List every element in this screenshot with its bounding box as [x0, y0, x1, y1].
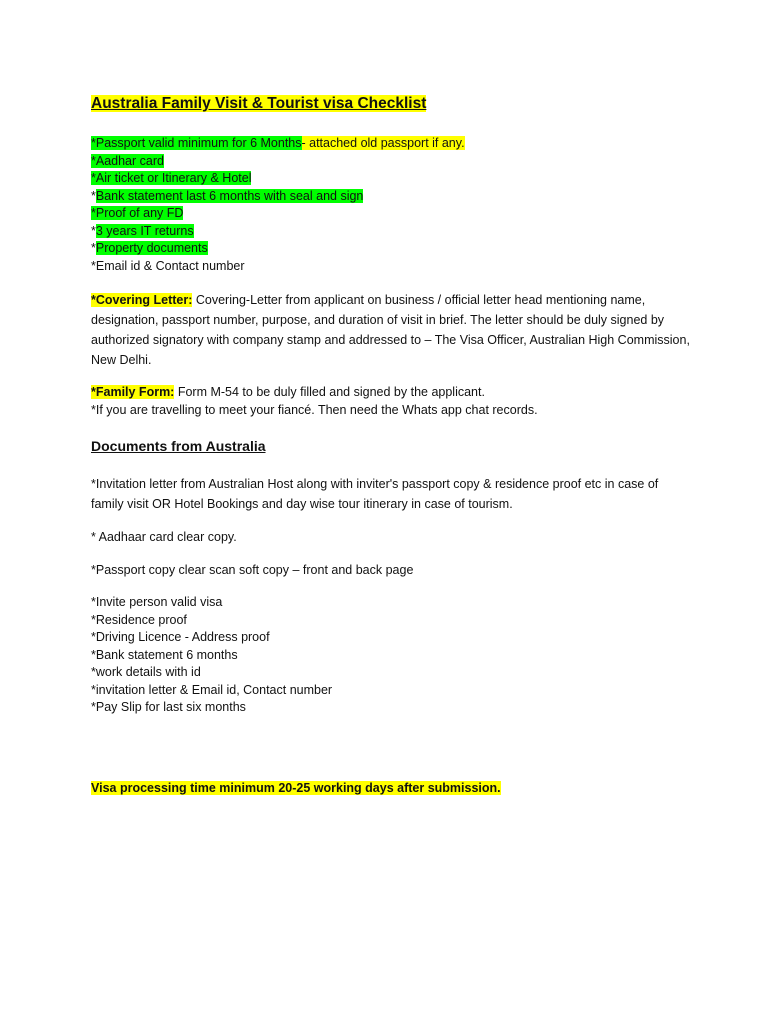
checklist [91, 135, 465, 275]
list-item: *Passport valid minimum for 6 Months- attached old passport if any. [91, 136, 465, 150]
covering-letter-label: *Covering Letter: [91, 293, 193, 307]
list-item: *3 years IT returns [91, 223, 194, 238]
list-item: *Aadhar card [91, 153, 164, 168]
family-form-text: Form M-54 to be duly filled and signed by the applicant. [174, 385, 485, 399]
list-item: *Bank statement last 6 months with seal and sign [91, 188, 364, 203]
family-form-note: *If you are travelling to meet your fiancé. Then need the Whats app chat records. [91, 402, 538, 417]
invitation-paragraph: *Invitation letter from Australian Host along with inviter's passport copy & residence proof etc in case of family visit OR Hotel Bookings and day wise tour itinerary in case of tourism. [91, 477, 659, 511]
list-item: *Pay Slip for last six months [91, 700, 246, 714]
list-item: *work details with id [91, 665, 201, 679]
family-form-paragraph [91, 384, 691, 419]
processing-time-note: Visa processing time minimum 20-25 working days after submission. [91, 781, 501, 795]
list-item: *Proof of any FD [91, 206, 184, 220]
list-item: *Property documents [91, 241, 208, 255]
family-form-label: *Family Form: [91, 385, 175, 399]
australia-documents-list [91, 594, 332, 717]
list-item: *Bank statement 6 months [91, 647, 238, 662]
list-item: *invitation letter & Email id, Contact number [91, 682, 333, 697]
covering-letter-paragraph [91, 290, 691, 370]
passport-line: *Passport copy clear scan soft copy – front and back page [91, 563, 414, 577]
aadhaar-line: * Aadhaar card clear copy. [91, 530, 237, 544]
page-title: Australia Family Visit & Tourist visa Checklist [91, 95, 427, 112]
covering-letter-text: Covering-Letter from applicant on business / official letter head mentioning name, designation, passport number, purpose, and duration of visit in brief. The letter should be duly signed by authorized signatory with company stamp and addressed to – The Visa Officer, Australian High Commission, New Delhi. [91, 293, 690, 367]
list-item: *Residence proof [91, 612, 187, 627]
list-item: *Driving Licence - Address proof [91, 630, 270, 644]
list-item: *Email id & Contact number [91, 258, 245, 273]
documents-from-australia-heading: Documents from Australia [91, 438, 266, 454]
list-item: *Invite person valid visa [91, 595, 223, 609]
list-item: *Air ticket or Itinerary & Hotel [91, 171, 252, 185]
